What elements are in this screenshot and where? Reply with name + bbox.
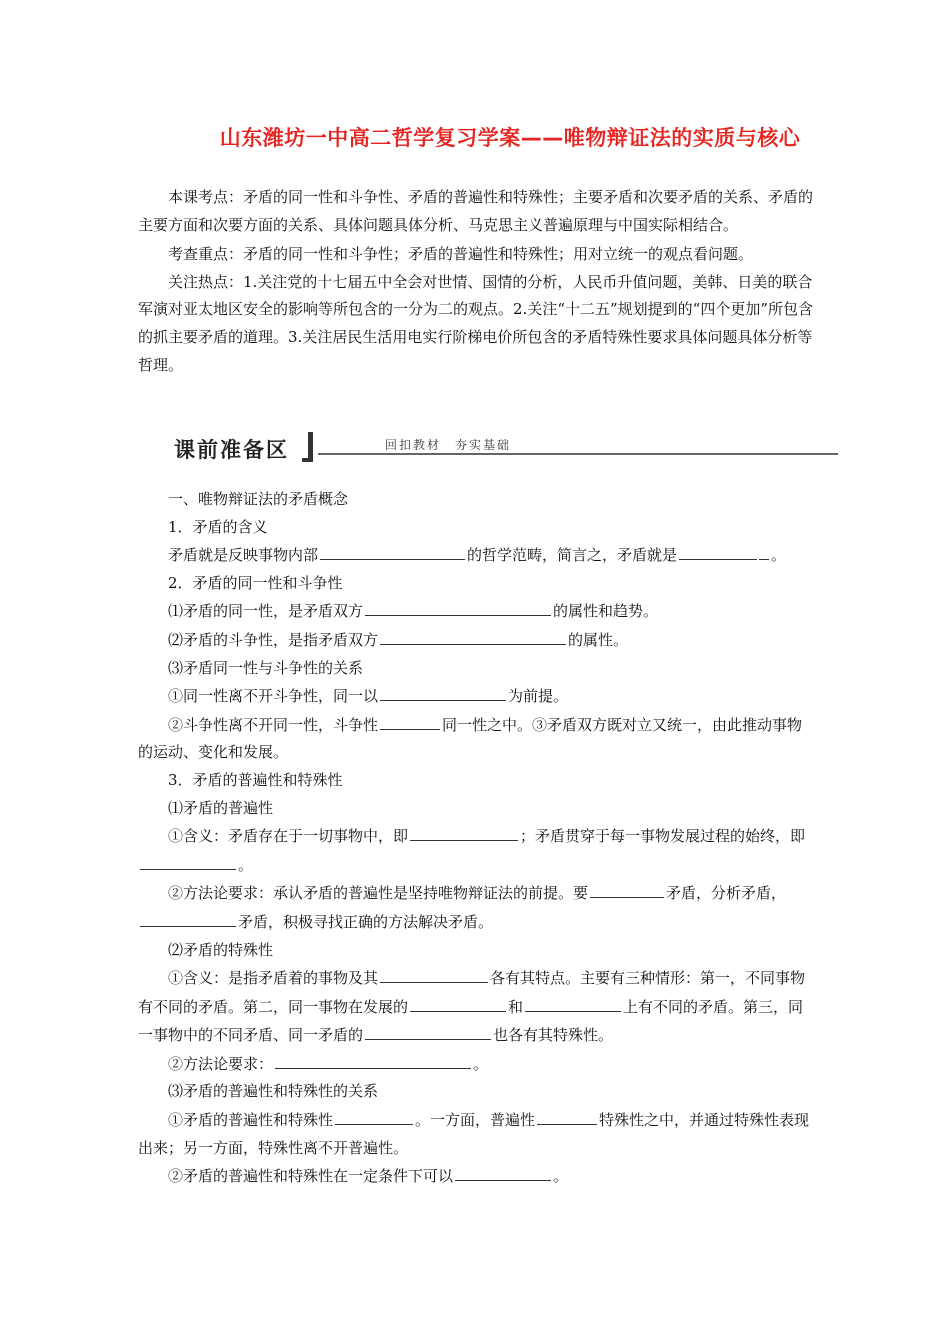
banner-divider-foot [302, 458, 312, 462]
hot-topics-paragraph: 关注热点：1.关注党的十七届五中全会对世情、国情的分析，人民币升值问题，美韩、日美的联合军演对亚太地区安全的影响等所包含的一分为二的观点。2.关注“十二五”规划提到的“四个更加”所包含的抓主要矛盾的道理。3.关注居民生活用电实行阶梯电价所包含的矛盾特殊性要求具体问题具体分析等哲理。 [138, 272, 813, 374]
fill-line [138, 711, 814, 767]
text-span: 矛盾，分析矛盾， [666, 884, 787, 903]
fill-line [138, 1050, 814, 1079]
text-span: ②斗争性离不开同一性，斗争性 [168, 715, 379, 734]
fill-line [138, 1106, 814, 1162]
text-span: 的属性。 [568, 630, 629, 649]
fill-blank[interactable] [759, 541, 769, 560]
fill-blank[interactable] [380, 682, 506, 701]
fill-blank[interactable] [365, 597, 551, 616]
fill-blank[interactable] [140, 851, 236, 870]
text-span: 为前提。 [508, 687, 569, 706]
fill-blank[interactable] [679, 541, 757, 560]
fill-blank[interactable] [380, 964, 488, 983]
fill-blank[interactable] [537, 1106, 597, 1125]
text-span: 。 [553, 1167, 569, 1186]
fill-line [138, 597, 814, 626]
fill-blank[interactable] [410, 993, 506, 1012]
fill-line [138, 1162, 814, 1191]
intro-section [138, 184, 814, 379]
fill-blank[interactable] [140, 908, 236, 927]
fill-blank[interactable] [365, 1021, 491, 1040]
fill-blank[interactable] [455, 1162, 551, 1181]
fill-line [138, 964, 814, 1050]
fill-blank[interactable] [335, 1106, 413, 1125]
text-span: 。 [473, 1054, 489, 1073]
text-span: 。一方面，普遍性 [415, 1111, 536, 1130]
text-span: ⑴矛盾的同一性，是矛盾双方 [168, 602, 364, 621]
text-span: ①含义：矛盾存在于一切事物中，即 [168, 827, 409, 846]
fill-blank[interactable] [525, 993, 621, 1012]
text-span: ⑵矛盾的斗争性，是指矛盾双方 [168, 630, 379, 649]
banner-rule [318, 453, 838, 455]
text-span: ②矛盾的普遍性和特殊性在一定条件下可以 [168, 1167, 454, 1186]
exam-points-paragraph: 本课考点：矛盾的同一性和斗争性、矛盾的普遍性和特殊性；主要矛盾和次要矛盾的关系、矛盾的主要方面和次要方面的关系、具体问题具体分析、马克思主义普遍原理与中国实际相结合。 [138, 188, 814, 234]
text-span: 特殊性之中，并通过特殊性表现出来；另一方面，特殊性离不开普遍性。 [138, 1111, 810, 1157]
fill-line [138, 541, 814, 570]
fill-line [138, 626, 814, 655]
subheading-3-3: ⑶矛盾的普遍性和特殊性的关系 [168, 1082, 379, 1101]
fill-line [138, 879, 814, 936]
banner-subtitle: 回扣教材 夯实基础 [385, 438, 512, 452]
text-span: ①含义：是指矛盾着的事物及其 [168, 969, 379, 988]
subheading-3-1: ⑴矛盾的普遍性 [168, 798, 274, 817]
subheading-1: 1．矛盾的含义 [168, 517, 268, 536]
fill-blank[interactable] [410, 822, 518, 841]
subheading-3: 3．矛盾的普遍性和特殊性 [168, 770, 343, 789]
text-span: ；矛盾贯穿于每一事物发展过程的始终，即 [520, 827, 806, 846]
fill-line [138, 822, 814, 879]
text-span: ①同一性离不开斗争性，同一以 [168, 687, 379, 706]
text-span: 。 [238, 855, 254, 874]
fill-blank[interactable] [590, 879, 664, 898]
document-title: 山东潍坊一中高二哲学复习学案——唯物辩证法的实质与核心 [219, 126, 801, 150]
text-span: 同一性之中。③矛盾双方既对立又统一，由此推动事物的运动、变化和发展。 [138, 715, 803, 762]
subheading-3-2: ⑵矛盾的特殊性 [168, 940, 274, 959]
text-span: 上有不同的矛盾。第三，同一事物中的不同矛盾、同一矛盾的 [138, 997, 804, 1045]
text-span: 的哲学范畴，简言之，矛盾就是 [467, 546, 678, 565]
text-span: 的属性和趋势。 [553, 602, 659, 621]
banner-title: 课前准备区 [174, 438, 289, 462]
heading-contradiction-concept: 一、唯物辩证法的矛盾概念 [168, 490, 349, 508]
text-span: ①矛盾的普遍性和特殊性 [168, 1111, 334, 1130]
text-span: 。 [771, 546, 787, 565]
worksheet-body [138, 486, 814, 1191]
subheading-2: 2．矛盾的同一性和斗争性 [168, 573, 343, 592]
key-points-paragraph: 考查重点：矛盾的同一性和斗争性；矛盾的普遍性和特殊性；用对立统一的观点看问题。 [168, 245, 754, 264]
section-banner [170, 432, 840, 466]
text-span: 矛盾就是反映事物内部 [168, 546, 319, 565]
fill-blank[interactable] [275, 1050, 471, 1069]
fill-blank[interactable] [380, 711, 440, 730]
text-span: 矛盾，积极寻找正确的方法解决矛盾。 [238, 912, 494, 931]
fill-blank[interactable] [380, 626, 566, 645]
fill-line [138, 682, 814, 711]
text-span: ②方法论要求： [168, 1054, 274, 1073]
subheading-2-3: ⑶矛盾同一性与斗争性的关系 [168, 658, 364, 677]
text-span: ②方法论要求：承认矛盾的普遍性是坚持唯物辩证法的前提。要 [168, 884, 589, 903]
text-span: 和 [508, 997, 524, 1016]
text-span: 也各有其特殊性。 [493, 1026, 614, 1045]
fill-blank[interactable] [320, 541, 465, 560]
text-span: 各有其特点。主要有三种情形：第一，不同事物有不同的矛盾。第二，同一事物在发展的 [138, 969, 806, 1016]
